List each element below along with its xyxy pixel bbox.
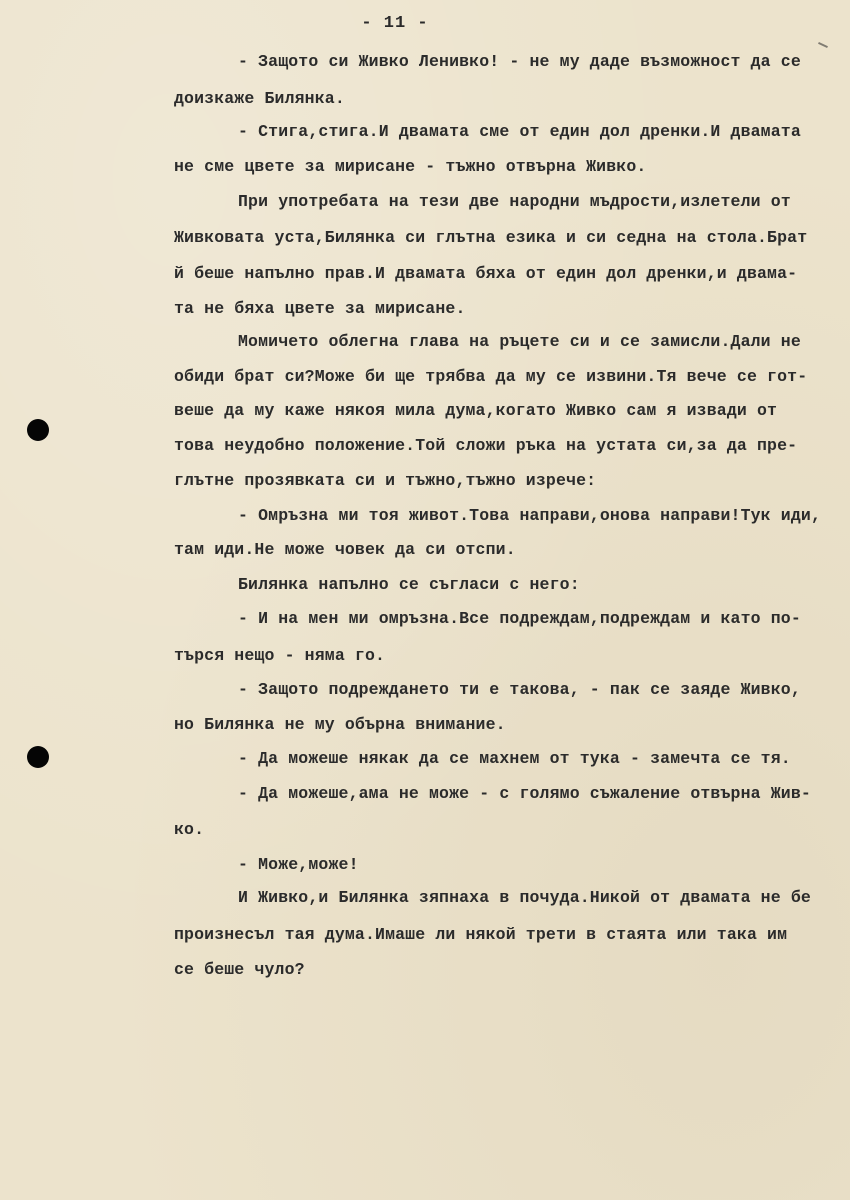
- text-line: това неудобно положение.Той сложи ръка на устата си,за да пре-: [174, 436, 798, 455]
- text-line: обиди брат си?Може би ще трябва да му се извини.Тя вече се гот-: [174, 367, 808, 386]
- text-line: - Стига,стига.И двамата сме от един дол дренки.И двамата: [238, 122, 801, 141]
- text-line: Билянка напълно се съгласи с него:: [238, 575, 580, 594]
- text-line: - Да можеше някак да се махнем от тука - замечта се тя.: [238, 749, 791, 768]
- text-line: търся нещо - няма го.: [174, 646, 386, 665]
- text-line: произнесъл тая дума.Имаше ли някой трети в стаята или така им: [174, 925, 788, 944]
- text-line: - Може,може!: [238, 855, 359, 874]
- text-line: - Защото си Живко Ленивко! - не му даде възможност да се: [238, 52, 801, 71]
- text-line: Момичето облегна глава на ръцете си и се замисли.Дали не: [238, 332, 801, 351]
- text-line: - Да можеше,ама не може - с голямо съжаление отвърна Жив-: [238, 784, 811, 803]
- text-line: - Омръзна ми тоя живот.Това направи,онова направи!Тук иди,: [238, 506, 821, 525]
- text-line: та не бяха цвете за мирисане.: [174, 299, 466, 318]
- text-line: ко.: [174, 820, 205, 839]
- text-line: Живковата уста,Билянка си глътна езика и си седна на стола.Брат: [174, 228, 808, 247]
- text-line: там иди.Не може човек да си отспи.: [174, 540, 516, 559]
- text-line: И Живко,и Билянка зяпнаха в почуда.Никой от двамата не бе: [238, 888, 811, 907]
- paper-mark: [818, 42, 828, 48]
- text-line: й беше напълно прав.И двамата бяха от един дол дренки,и двама-: [174, 264, 798, 283]
- punch-hole-top: [27, 419, 49, 441]
- page-number: - 11 -: [361, 14, 429, 33]
- text-line: веше да му каже някоя мила дума,когато Живко сам я извади от: [174, 401, 778, 420]
- text-line: - Защото подреждането ти е такова, - пак се заяде Живко,: [238, 680, 801, 699]
- text-line: се беше чуло?: [174, 960, 305, 979]
- text-line: не сме цвете за мирисане - тъжно отвърна Живко.: [174, 157, 647, 176]
- text-line: доизкаже Билянка.: [174, 89, 345, 108]
- punch-hole-bottom: [27, 746, 49, 768]
- text-line: но Билянка не му обърна внимание.: [174, 715, 506, 734]
- text-line: При употребата на тези две народни мъдрости,излетели от: [238, 192, 791, 211]
- text-line: - И на мен ми омръзна.Все подреждам,подреждам и като по-: [238, 609, 801, 628]
- text-line: глътне прозявката си и тъжно,тъжно изрече:: [174, 471, 597, 490]
